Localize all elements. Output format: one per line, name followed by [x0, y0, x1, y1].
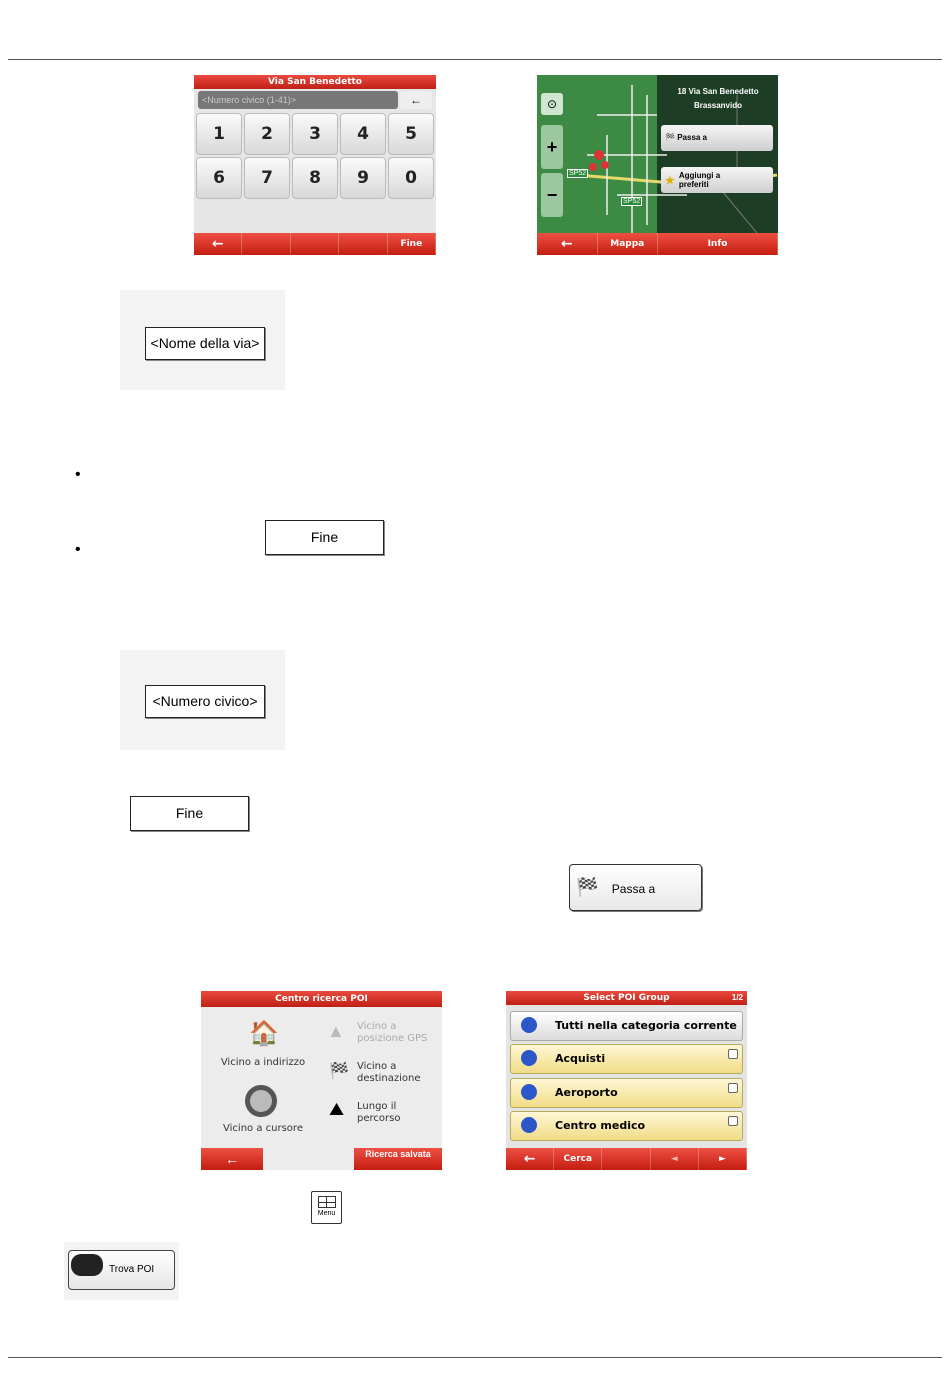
house-number-input[interactable]: <Numero civico (1-41)> — [198, 91, 398, 109]
group-checkbox[interactable] — [728, 1116, 738, 1126]
checkered-flag-icon: 🏁 — [665, 133, 675, 142]
route-icon: ⛰ — [329, 1099, 345, 1119]
fine-button-1[interactable]: Fine — [265, 520, 384, 555]
tutti-label: Tutti nella categoria corrente — [555, 1019, 737, 1032]
bullet-2: • — [75, 541, 81, 558]
key-0[interactable]: 0 — [388, 157, 434, 199]
key-7[interactable]: 7 — [244, 157, 290, 199]
vicino-indirizzo-option[interactable]: Vicino a indirizzo — [220, 1057, 306, 1068]
poi-group-aeroporto[interactable] — [510, 1078, 743, 1108]
poi-icon — [71, 1254, 103, 1276]
trova-poi-label: Trova POI — [109, 1264, 155, 1275]
screen-title: Via San Benedetto — [194, 75, 436, 89]
key-2[interactable]: 2 — [244, 113, 290, 155]
lungo-percorso-option[interactable]: Lungo il percorso — [357, 1101, 401, 1124]
poi-pin-icon — [521, 1117, 537, 1133]
group-label: Centro medico — [555, 1119, 646, 1132]
prev-page-button[interactable]: ◄ — [651, 1148, 699, 1170]
bottom-bar — [194, 233, 436, 255]
bottom-blank-3 — [339, 233, 387, 255]
key-3[interactable]: 3 — [292, 113, 338, 155]
star-icon: ★ — [665, 174, 675, 187]
screenshot-map — [537, 75, 778, 255]
info-button[interactable]: Info — [658, 233, 778, 255]
aggiungi-preferiti-button[interactable] — [661, 167, 773, 193]
gps-arrow-icon: ▲ — [327, 1021, 345, 1041]
poi-group-centro-medico[interactable] — [510, 1111, 743, 1141]
nome-della-via-button[interactable]: <Nome della via> — [145, 327, 265, 360]
screenshot-poi-center — [201, 991, 442, 1170]
key-5[interactable]: 5 — [388, 113, 434, 155]
passa-a-large-label: Passa a — [611, 882, 656, 896]
bottom-blank-2 — [291, 233, 339, 255]
bottom-bar — [537, 233, 778, 255]
group-label: Aeroporto — [555, 1086, 618, 1099]
back-button[interactable]: ← — [194, 233, 242, 255]
passa-a-label: Passa a — [677, 133, 708, 142]
screenshot-poi-group — [506, 991, 747, 1170]
bottom-rule — [8, 1357, 942, 1358]
next-page-button[interactable]: ► — [699, 1148, 747, 1170]
screenshot-number-entry — [194, 75, 436, 255]
address-line2: Brassanvido — [693, 101, 743, 110]
checkered-flag-icon: 🏁 — [329, 1063, 349, 1080]
bullet-1: • — [75, 466, 81, 483]
compass-button[interactable]: ⊙ — [541, 93, 563, 115]
key-4[interactable]: 4 — [340, 113, 386, 155]
mappa-button[interactable]: Mappa — [598, 233, 659, 255]
tutti-categoria-item[interactable] — [510, 1011, 743, 1041]
screen-title: Centro ricerca POI — [201, 991, 442, 1007]
group-checkbox[interactable] — [728, 1083, 738, 1093]
numero-civico-button[interactable]: <Numero civico> — [145, 685, 265, 718]
key-6[interactable]: 6 — [196, 157, 242, 199]
address-line1: 18 Via San Benedetto — [677, 87, 759, 96]
bottom-blank-1 — [242, 233, 290, 255]
menu-button[interactable] — [311, 1191, 342, 1224]
cerca-button[interactable]: Cerca — [554, 1148, 602, 1170]
group-label: Acquisti — [555, 1052, 606, 1065]
bottom-blank — [602, 1148, 650, 1170]
key-8[interactable]: 8 — [292, 157, 338, 199]
backspace-button[interactable]: ← — [400, 91, 432, 109]
back-button[interactable]: ← — [201, 1148, 263, 1170]
menu-grid-icon — [318, 1196, 336, 1208]
poi-group-acquisti[interactable] — [510, 1044, 743, 1074]
page-indicator: 1/2 — [731, 993, 743, 1002]
poi-pin-icon — [521, 1084, 537, 1100]
vicino-cursore-option[interactable]: Vicino a cursore — [223, 1123, 303, 1134]
top-rule — [8, 59, 942, 60]
trova-poi-button[interactable] — [68, 1250, 175, 1290]
bottom-bar — [506, 1148, 747, 1170]
vicino-gps-option[interactable]: Vicino a posizione GPS — [357, 1021, 428, 1044]
house-icon: 🏠 — [249, 1020, 279, 1047]
back-button[interactable]: ← — [537, 233, 598, 255]
screen-title: Select POI Group — [506, 991, 747, 1005]
poi-pin-icon — [521, 1050, 537, 1066]
checkered-flag-icon: 🏁 — [576, 877, 599, 897]
vicino-destinazione-option[interactable]: Vicino a destinazione — [357, 1061, 421, 1084]
all-pois-icon — [521, 1017, 537, 1033]
key-1[interactable]: 1 — [196, 113, 242, 155]
menu-label: Menu — [317, 1210, 336, 1217]
cursor-icon — [245, 1085, 277, 1117]
fine-button[interactable]: Fine — [388, 233, 436, 255]
aggiungi-label: Aggiungi a preferiti — [678, 171, 721, 189]
fine-button-2[interactable]: Fine — [130, 796, 249, 831]
passa-a-button[interactable] — [661, 125, 773, 151]
key-9[interactable]: 9 — [340, 157, 386, 199]
road-label-sp52-left: SP52 — [569, 170, 587, 177]
back-button[interactable]: ← — [506, 1148, 554, 1170]
group-checkbox[interactable] — [728, 1049, 738, 1059]
ricerca-salvata-button[interactable]: Ricerca salvata — [354, 1148, 442, 1170]
passa-a-large-button[interactable] — [569, 864, 702, 911]
zoom-in-button[interactable]: + — [541, 125, 563, 169]
road-label-sp52-right: SP52 — [623, 198, 641, 205]
zoom-out-button[interactable]: − — [541, 173, 563, 217]
